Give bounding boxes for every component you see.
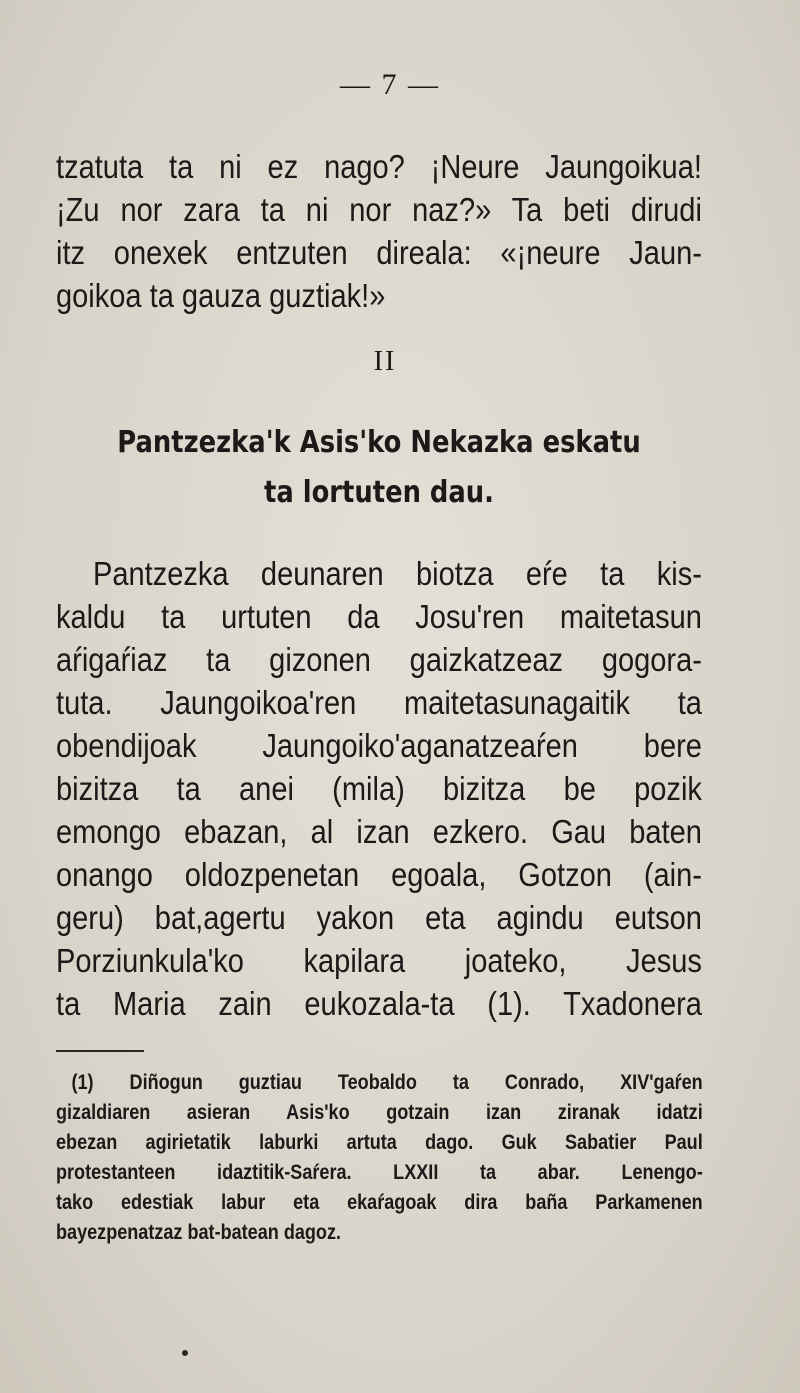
text-line: onango oldozpenetan egoala, Gotzon (ain- — [56, 856, 702, 893]
text-line: tzatuta ta ni ez nago? ¡Neure Jaungoikua! — [56, 148, 702, 185]
main-paragraph — [56, 552, 702, 1025]
footnote-line: bayezpenatzaz bat-batean dagoz. — [56, 1221, 342, 1244]
ink-speck — [182, 1350, 188, 1356]
heading-line: ta lortuten dau. — [264, 475, 494, 510]
text-line: ¡Zu nor zara ta ni nor naz?» Ta beti dirudi — [56, 191, 702, 228]
footnote-line: protestanteen idaztitik-Saŕera. LXXII ta abar. Lenengo- — [56, 1161, 703, 1184]
text-line: aŕigaŕiaz ta gizonen gaizkatzeaz gogora- — [56, 641, 702, 678]
footnote-divider — [56, 1050, 144, 1052]
page-number: — 7 — — [340, 68, 440, 101]
footnote — [56, 1068, 702, 1248]
text-line: ta Maria zain eukozala-ta (1). Txadonera — [56, 985, 702, 1022]
text-line: emongo ebazan, al izan ezkero. Gau baten — [56, 813, 702, 850]
text-line: itz onexek entzuten direala: «¡neure Jaun- — [56, 234, 702, 271]
text-line: obendijoak Jaungoiko'aganatzeaŕen bere — [56, 727, 702, 764]
footnote-line: (1) Diñogun guztiau Teobaldo ta Conrado, XIV'gaŕen — [71, 1071, 703, 1094]
heading-line: Pantzezka'k Asis'ko Nekazka eskatu — [117, 425, 641, 460]
section-number: II — [373, 346, 397, 377]
footnote-line: ebezan agirietatik laburki artuta dago. Guk Sabatier Paul — [56, 1131, 703, 1154]
footnote-line: tako edestiak labur eta ekaŕagoak dira baña Parkamenen — [56, 1191, 703, 1214]
text-line: bizitza ta anei (mila) bizitza be pozik — [56, 770, 702, 807]
footnote-line: gizaldiaren asieran Asis'ko gotzain izan ziranak idatzi — [56, 1101, 703, 1124]
text-line: tuta. Jaungoikoa'ren maitetasunagaitik ta — [56, 684, 702, 721]
text-line: goikoa ta gauza guztiak!» — [56, 277, 386, 314]
text-line: Pantzezka deunaren biotza eŕe ta kis- — [92, 555, 702, 592]
opening-text — [56, 145, 702, 317]
text-line: kaldu ta urtuten da Josu'ren maitetasun — [56, 598, 702, 635]
text-line: Porziunkula'ko kapilara joateko, Jesus — [56, 942, 702, 979]
chapter-heading — [56, 418, 702, 518]
text-line: geru) bat,agertu yakon eta agindu eutson — [56, 899, 702, 936]
